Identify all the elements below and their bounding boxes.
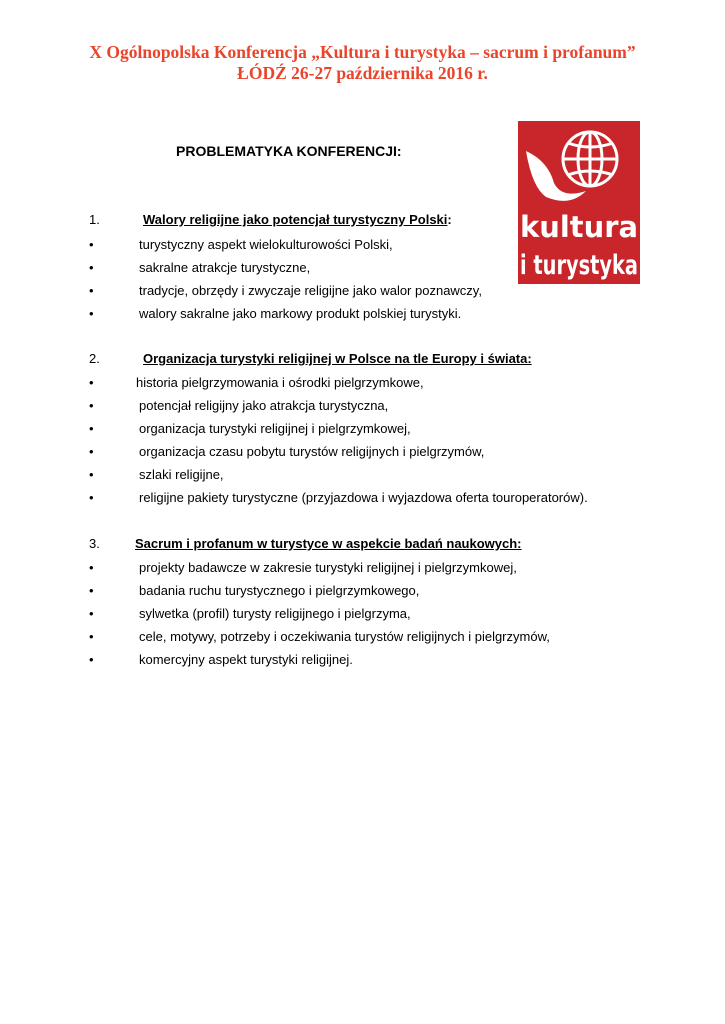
list-item: projekty badawcze w zakresie turystyki religijnej i pielgrzymkowej, — [139, 560, 517, 575]
kultura-logo — [518, 121, 640, 284]
section-2-number: 2. — [89, 351, 100, 366]
list-item: szlaki religijne, — [139, 467, 224, 482]
list-item: organizacja turystyki religijnej i pielgrzymkowej, — [139, 421, 411, 436]
list-item: sakralne atrakcje turystyczne, — [139, 260, 311, 275]
list-item: sylwetka (profil) turysty religijnego i pielgrzyma, — [139, 606, 411, 621]
bullet: • — [89, 629, 94, 644]
section-1-title: Walory religijne jako potencjał turystyczny Polski: — [143, 212, 452, 227]
section-1-number: 1. — [89, 212, 100, 227]
section-2-title: Organizacja turystyki religijnej w Polsce na tle Europy i świata: — [143, 351, 532, 366]
list-item: turystyczny aspekt wielokulturowości Polski, — [139, 237, 393, 252]
list-item: potencjał religijny jako atrakcja turystyczna, — [139, 398, 389, 413]
bullet: • — [89, 306, 94, 321]
list-item: tradycje, obrzędy i zwyczaje religijne jako walor poznawczy, — [139, 283, 482, 298]
bullet: • — [89, 375, 94, 390]
bullet: • — [89, 560, 94, 575]
bullet: • — [89, 283, 94, 298]
bullet: • — [89, 444, 94, 459]
bullet: • — [89, 490, 94, 505]
list-item: cele, motywy, potrzeby i oczekiwania turystów religijnych i pielgrzymów, — [139, 629, 550, 644]
title-line-1: X Ogólnopolska Konferencja „Kultura i turystyka – sacrum i profanum” — [89, 42, 636, 62]
section-heading: PROBLEMATYKA KONFERENCJI: — [176, 143, 402, 159]
title-line-2: ŁÓDŹ 26-27 października 2016 r. — [237, 63, 488, 83]
list-item: historia pielgrzymowania i ośrodki pielgrzymkowe, — [136, 375, 424, 390]
bullet: • — [89, 652, 94, 667]
bullet: • — [89, 398, 94, 413]
bullet: • — [89, 467, 94, 482]
list-item: walory sakralne jako markowy produkt polskiej turystyki. — [139, 306, 462, 321]
list-item: komercyjny aspekt turystyki religijnej. — [139, 652, 353, 667]
bullet: • — [89, 421, 94, 436]
bullet: • — [89, 583, 94, 598]
bullet: • — [89, 260, 94, 275]
logo-text-line1: kultura — [520, 210, 638, 244]
globe-with-dove-icon — [563, 132, 617, 186]
list-item: religijne pakiety turystyczne (przyjazdowa i wyjazdowa oferta touroperatorów). — [139, 490, 588, 505]
section-3-number: 3. — [89, 536, 100, 551]
logo-text-line2: i turystyka — [520, 250, 638, 281]
bullet: • — [89, 606, 94, 621]
list-item: badania ruchu turystycznego i pielgrzymkowego, — [139, 583, 420, 598]
list-item: organizacja czasu pobytu turystów religijnych i pielgrzymów, — [139, 444, 485, 459]
bullet: • — [89, 237, 94, 252]
section-3-title: Sacrum i profanum w turystyce w aspekcie badań naukowych: — [135, 536, 522, 551]
